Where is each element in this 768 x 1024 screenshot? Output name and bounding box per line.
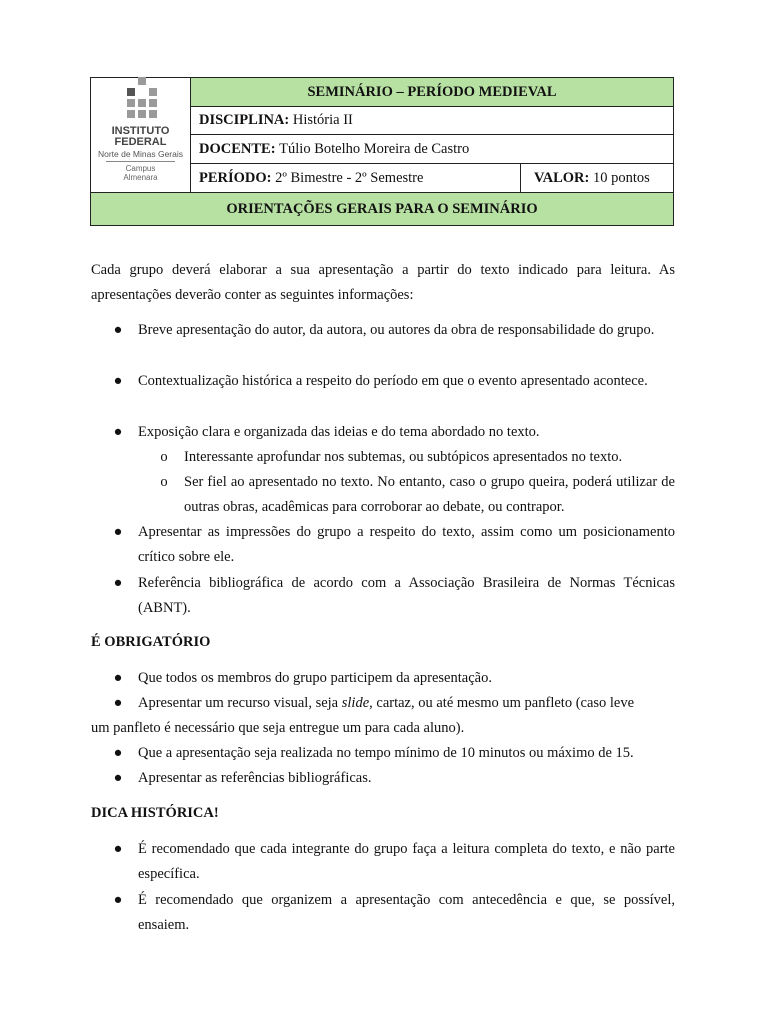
logo-line-3: Norte de Minas Gerais (97, 149, 184, 159)
sub-list-item: Ser fiel ao apresentado no texto. No entanto, caso o grupo queira, poderá utilizar de outras obras, acadêmicas para corroborar ao debate, ou contrapor. (184, 474, 675, 515)
bullet-icon: ● (113, 745, 123, 761)
disciplina-value: História II (292, 112, 353, 128)
list-item: Que a apresentação seja realizada no tempo mínimo de 10 minutos ou máximo de 15. (138, 745, 634, 761)
section-title: ORIENTAÇÕES GERAIS PARA O SEMINÁRIO (226, 200, 538, 217)
bullet-icon: ● (113, 670, 123, 686)
list-item: Apresentar um recurso visual, seja slide, cartaz, ou até mesmo um panfleto (caso leve (138, 695, 635, 711)
list-item: Breve apresentação do autor, da autora, ou autores da obra de responsabilidade do grupo. (138, 322, 655, 338)
periodo-value: 2º Bimestre - 2º Semestre (275, 169, 424, 186)
list-item: Contextualização histórica a respeito do período em que o evento apresentado acontece. (138, 373, 648, 389)
logo-campus: Campus Almenara (123, 164, 158, 182)
docente-row (191, 135, 673, 164)
list-item: Apresentar as impressões do grupo a respeito do texto, assim como um posicionamento crítico sobre ele. (138, 524, 675, 565)
section-title-row (91, 192, 673, 225)
bullet-icon: ● (113, 892, 123, 908)
bullet-icon: ● (113, 575, 123, 591)
bullet-icon: ● (113, 424, 123, 440)
periodo-row (191, 164, 673, 192)
intro-paragraph: Cada grupo deverá elaborar a sua apresentação a partir do texto indicado para leitura. As apresentações deverão conter as seguintes informações: (91, 262, 675, 303)
list-item-continuation: um panfleto é necessário que seja entregue um para cada aluno). (91, 720, 465, 736)
logo-line-2: FEDERAL (114, 136, 167, 148)
title-row (191, 78, 673, 107)
list-item: Apresentar as referências bibliográficas. (138, 770, 372, 786)
docente-value: Túlio Botelho Moreira de Castro (279, 140, 470, 157)
list-item: Referência bibliográfica de acordo com a Associação Brasileira de Normas Técnicas (ABNT). (138, 575, 675, 616)
logo-grid-icon (127, 88, 157, 118)
institution-logo (91, 78, 191, 192)
disciplina-row (191, 107, 673, 135)
list-item: É recomendado que cada integrante do grupo faça a leitura completa do texto, e não parte específica. (138, 841, 675, 882)
page-title: SEMINÁRIO – PERÍODO MEDIEVAL (307, 83, 557, 100)
docente-label: DOCENTE: (199, 140, 276, 157)
header-table (90, 77, 674, 226)
list-item: Exposição clara e organizada das ideias e do tema abordado no texto. (138, 424, 540, 440)
obrigatorio-heading: É OBRIGATÓRIO (91, 634, 211, 650)
list-item: Que todos os membros do grupo participem da apresentação. (138, 670, 492, 686)
requirements-list (91, 318, 675, 618)
bullet-icon: ● (113, 322, 123, 338)
periodo-label: PERÍODO: (199, 169, 272, 186)
sub-bullet-icon: o (160, 474, 168, 490)
bullet-icon: ● (113, 373, 123, 389)
disciplina-label: DISCIPLINA: (199, 112, 290, 128)
valor-label: VALOR: (534, 169, 590, 186)
dica-heading: DICA HISTÓRICA! (91, 805, 219, 821)
obrigatorio-list (91, 666, 675, 796)
logo-line-1: INSTITUTO (111, 125, 170, 137)
list-item: É recomendado que organizem a apresentação com antecedência e que, se possível, ensaiem. (138, 892, 675, 933)
bullet-icon: ● (113, 770, 123, 786)
bullet-icon: ● (113, 695, 123, 711)
bullet-icon: ● (113, 524, 123, 540)
bullet-icon: ● (113, 841, 123, 857)
sub-bullet-icon: o (160, 449, 168, 465)
dica-list (91, 837, 675, 937)
sub-list-item: Interessante aprofundar nos subtemas, ou subtópicos apresentados no texto. (184, 449, 623, 465)
valor-value: 10 pontos (592, 169, 650, 186)
